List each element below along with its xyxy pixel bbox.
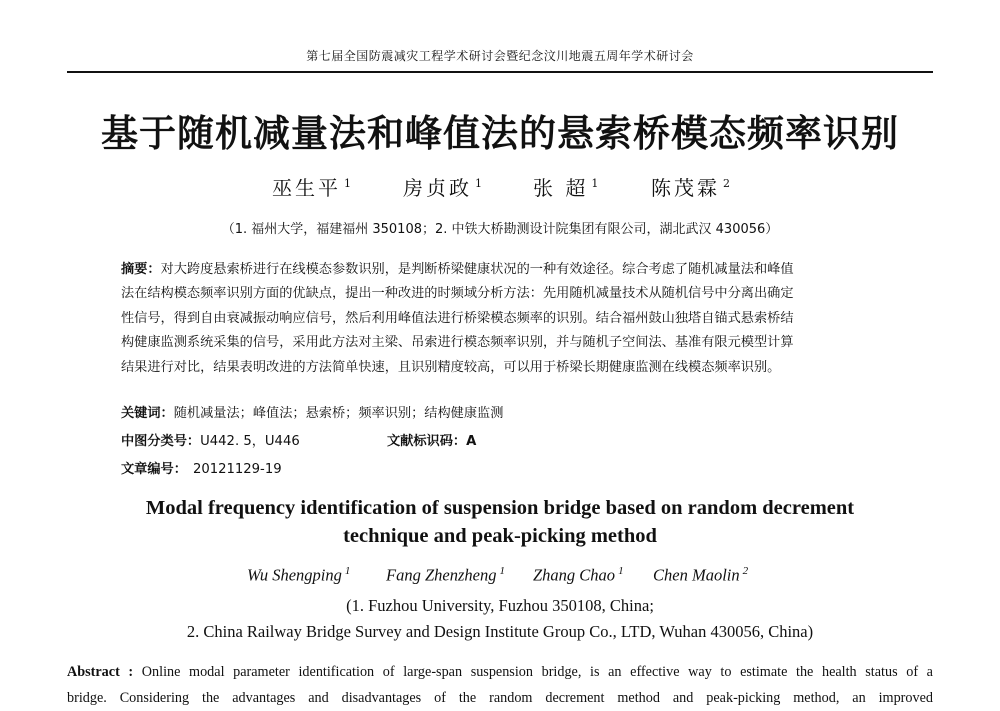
clc-label: 中图分类号： xyxy=(121,434,201,449)
chinese-authors xyxy=(0,172,1000,202)
en-author-3: Zhang Chao $^1$ xyxy=(533,565,624,585)
cn-author-4: 陈茂霖 $^2$ xyxy=(651,176,730,200)
english-abstract xyxy=(67,659,933,711)
clc-number xyxy=(121,430,300,449)
doc-code-label: 文献标识码： xyxy=(387,434,467,449)
cn-abstract-line: 结果进行对比，结果表明改进的方法简单快速，且识别精度较高，可以用于桥梁长期健康监测在线模态频率识别。 xyxy=(121,359,781,375)
english-title xyxy=(0,494,1000,550)
en-author-2: Fang Zhenzheng $^1$ xyxy=(386,565,505,585)
cn-abstract-line: 性信号，得到自由衰减振动响应信号，然后利用峰值法进行桥梁模态频率的识别。结合福州鼓山独塔自锚式悬索桥结 xyxy=(121,310,794,326)
en-abstract-line: Abstract : Online modal parameter identification of large-span suspension bridge, is an effective way to estimate the health status of a xyxy=(67,664,933,680)
cn-abstract-label: 摘要： xyxy=(121,262,161,277)
document-code xyxy=(387,430,476,449)
cn-abstract-line: 摘要：对大跨度悬索桥进行在线模态参数识别，是判断桥梁健康状况的一种有效途径。综合考虑了随机减量法和峰值 xyxy=(121,262,794,277)
en-affil-line: 2. China Railway Bridge Survey and Design Institute Group Co., LTD, Wuhan 430056, China) xyxy=(186,622,814,641)
english-authors xyxy=(0,565,1000,591)
en-abstract-label: Abstract : xyxy=(67,664,134,680)
doc-code-value: A xyxy=(466,434,477,449)
en-abstract-line: bridge. Considering the advantages and disadvantages of the random decrement method and peak-picking method, an improved xyxy=(67,690,933,706)
english-affiliation xyxy=(0,593,1000,645)
clc-value: U442. 5，U446 xyxy=(200,434,300,449)
chinese-affiliation: （1. 福州大学，福建福州 350108；2. 中铁大桥勘测设计院集团有限公司，湖北武汉 430056） xyxy=(221,222,779,237)
cn-abstract-line: 法在结构模态频率识别方面的优缺点，提出一种改进的时频域分析方法：先用随机减量技术从随机信号中分离出确定 xyxy=(121,286,794,302)
en-title-line: technique and peak-picking method xyxy=(343,525,657,547)
article-number xyxy=(121,458,282,477)
en-author-1: Wu Shengping $^1$ xyxy=(247,565,351,585)
en-affil-line: (1. Fuzhou University, Fuzhou 350108, China; xyxy=(346,596,654,615)
running-head: 第七届全国防震减灾工程学术研讨会暨纪念汶川地震五周年学术研讨会 xyxy=(306,49,694,63)
cn-keywords-value: 随机减量法；峰值法；悬索桥；频率识别；结构健康监测 xyxy=(173,406,504,421)
cn-abstract-line: 构健康监测系统采集的信号，采用此方法对主梁、吊索进行模态频率识别，并与随机子空间法、基准有限元模型计算 xyxy=(121,335,794,351)
cn-author-2: 房贞政 $^1$ xyxy=(403,176,482,200)
cn-author-3: 张 超 $^1$ xyxy=(533,176,599,200)
chinese-keywords xyxy=(121,402,503,421)
cn-keywords-label: 关键词： xyxy=(121,406,174,421)
header-rule xyxy=(67,71,933,73)
article-no-value: 20121129-19 xyxy=(192,462,282,477)
chinese-abstract xyxy=(121,258,901,380)
article-no-label: 文章编号： xyxy=(121,462,187,477)
en-title-line: Modal frequency identification of suspension bridge based on random decrement xyxy=(145,497,855,519)
cn-author-1: 巫生平 $^1$ xyxy=(272,176,351,200)
chinese-title: 基于随机减量法和峰值法的悬索桥模态频率识别 xyxy=(101,112,899,155)
en-author-4: Chen Maolin $^2$ xyxy=(653,565,749,585)
